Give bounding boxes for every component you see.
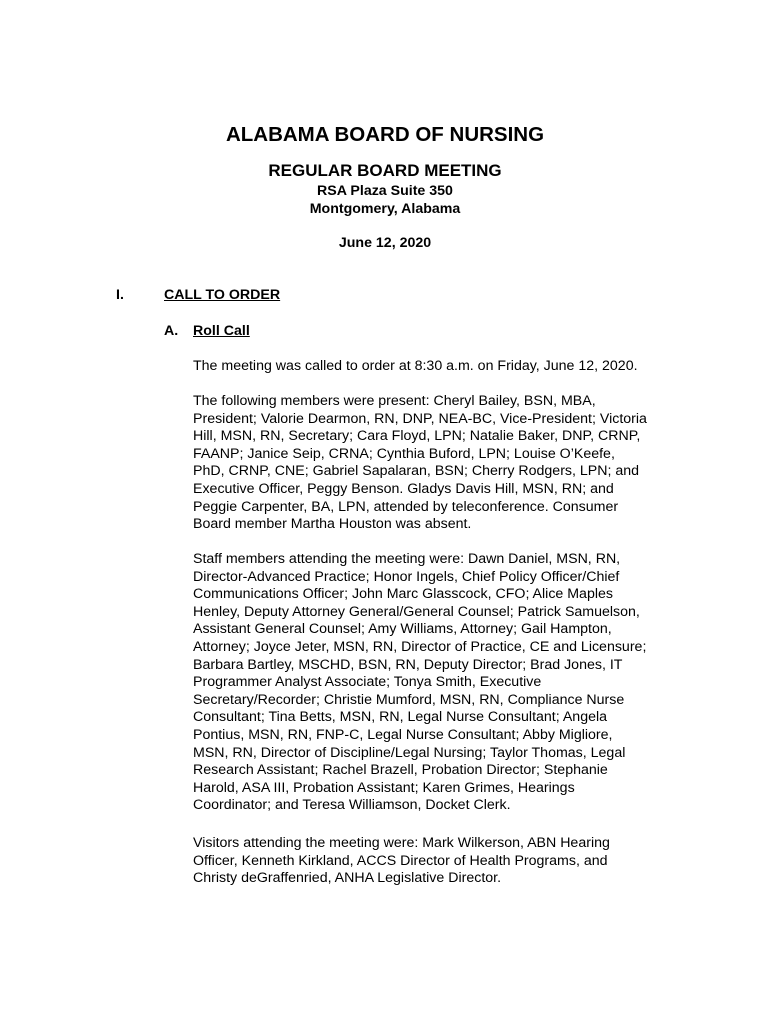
visitors-attending-paragraph [193,835,693,888]
text-line: Board member Martha Houston was absent. [193,516,472,533]
text-line: Henley, Deputy Attorney General/General Counsel; Patrick Samuelson, [193,603,640,620]
text-line: Harold, ASA III, Probation Assistant; Karen Grimes, Hearings [193,779,575,796]
subsection-letter: A. [164,323,179,339]
text-line: Programmer Analyst Associate; Tonya Smith, Executive [193,674,542,691]
call-to-order-paragraph [193,358,693,376]
location-line-1: RSA Plaza Suite 350 [317,183,453,199]
text-line: Coordinator; and Teresa Williamson, Docket Clerk. [193,797,511,814]
meeting-date: June 12, 2020 [338,235,432,251]
text-line: The meeting was called to order at 8:30 a.m. on Friday, June 12, 2020. [193,358,638,374]
text-line: Officer, Kenneth Kirkland, ACCS Director of Health Programs, and [193,852,608,869]
text-line: PhD, CRNP, CNE; Gabriel Sapalaran, BSN; Cherry Rodgers, LPN; and [193,463,640,480]
section-number: I. [116,287,124,303]
text-line: Visitors attending the meeting were: Mark Wilkerson, ABN Hearing [193,835,610,851]
text-line: Christy deGraffenried, ANHA Legislative Director. [193,870,502,887]
document-header [0,122,770,252]
text-line: Attorney; Joyce Jeter, MSN, RN, Director of Practice, CE and Licensure; [193,638,647,655]
location-line-2: Montgomery, Alabama [309,201,461,217]
text-line: Communications Officer; John Marc Glasscock, CFO; Alice Maples [193,586,613,603]
text-line: MSN, RN, Director of Discipline/Legal Nursing; Taylor Thomas, Legal [193,744,626,761]
text-line: Executive Officer, Peggy Benson. Gladys Davis Hill, MSN, RN; and [193,480,614,497]
text-line: Director-Advanced Practice; Honor Ingels, Chief Policy Officer/Chief [193,568,620,585]
text-line: Research Assistant; Rachel Brazell, Probation Director; Stephanie [193,762,608,779]
text-line: Hill, MSN, RN, Secretary; Cara Floyd, LPN; Natalie Baker, DNP, CRNP, [193,428,641,445]
section-title: CALL TO ORDER [164,287,281,303]
staff-attending-paragraph [193,551,693,815]
text-line: Pontius, MSN, RN, FNP-C, Legal Nurse Consultant; Abby Migliore, [193,726,613,743]
text-line: Barbara Bartley, MSCHD, BSN, RN, Deputy Director; Brad Jones, IT [193,656,623,673]
text-line: Staff members attending the meeting were: Dawn Daniel, MSN, RN, [193,551,621,567]
text-line: Peggie Carpenter, BA, LPN, attended by teleconference. Consumer [193,498,619,515]
members-present-paragraph [193,393,693,534]
text-line: President; Valorie Dearmon, RN, DNP, NEA-BC, Vice-President; Victoria [193,410,647,427]
text-line: Secretary/Recorder; Christie Mumford, MSN, RN, Compliance Nurse [193,691,625,708]
text-line: The following members were present: Cheryl Bailey, BSN, MBA, [193,393,596,409]
meeting-title: REGULAR BOARD MEETING [268,161,502,180]
subsection-title: Roll Call [193,323,250,339]
text-line: FAANP; Janice Seip, CRNA; Cynthia Buford, LPN; Louise O’Keefe, [193,445,615,462]
org-title: ALABAMA BOARD OF NURSING [225,123,545,146]
text-line: Consultant; Tina Betts, MSN, RN, Legal Nurse Consultant; Angela [193,709,608,726]
text-line: Assistant General Counsel; Amy Williams, Attorney; Gail Hampton, [193,621,612,638]
